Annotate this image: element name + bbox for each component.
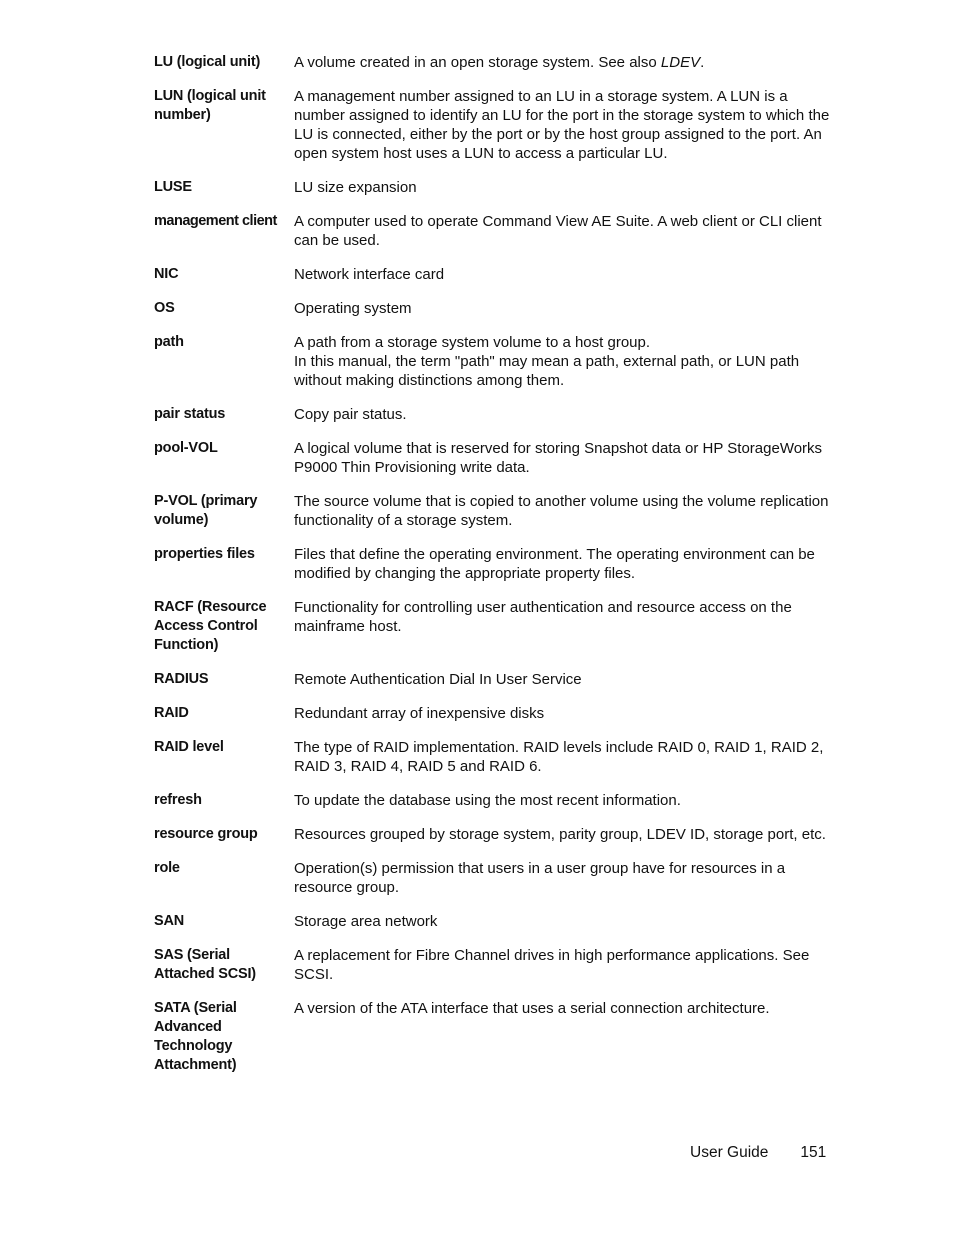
glossary-definition: A computer used to operate Command View AE Suite. A web client or CLI client can be used.: [294, 213, 822, 249]
glossary-definition: A volume created in an open storage system. See also LDEV.: [294, 54, 705, 71]
glossary-definition: The type of RAID implementation. RAID levels include RAID 0, RAID 1, RAID 2, RAID 3, RAID 4, RAID 5 and RAID 6.: [294, 739, 824, 775]
glossary-entry: [154, 738, 834, 776]
glossary-term: RAID: [154, 705, 189, 721]
glossary-entry: [154, 545, 834, 583]
glossary-definition: A management number assigned to an LU in a storage system. A LUN is a number assigned to identify an LU for the port in the storage system to which the LU is connected, either by the port or by the host group assigned to the port. An open system host uses a LUN to access a particular LU.: [294, 88, 830, 162]
glossary-term: LU (logical unit): [154, 54, 261, 70]
glossary-entry: [154, 439, 834, 477]
glossary-definition: Copy pair status.: [294, 406, 407, 423]
glossary-term: OS: [154, 300, 175, 316]
glossary-definition: A replacement for Fibre Channel drives in high performance applications. See SCSI.: [294, 947, 810, 983]
glossary-definition: LU size expansion: [294, 179, 417, 196]
glossary-entry: [154, 53, 834, 72]
glossary-entry: [154, 704, 834, 723]
glossary-term: pool-VOL: [154, 440, 218, 456]
glossary-definition: Operation(s) permission that users in a user group have for resources in a resource group.: [294, 860, 786, 896]
glossary-entry: [154, 912, 834, 931]
glossary-term: path: [154, 334, 184, 350]
glossary-entry: [154, 405, 834, 424]
glossary-term: P-VOL (primary volume): [154, 493, 258, 528]
glossary-list: [154, 53, 834, 1090]
glossary-definition: A version of the ATA interface that uses a serial connection architecture.: [294, 1000, 770, 1017]
glossary-entry: [154, 212, 834, 250]
glossary-term: role: [154, 860, 180, 876]
glossary-definition: Functionality for controlling user authentication and resource access on the mainframe host.: [294, 599, 792, 635]
glossary-term: resource group: [154, 826, 258, 842]
glossary-entry: [154, 178, 834, 197]
glossary-definition: Resources grouped by storage system, parity group, LDEV ID, storage port, etc.: [294, 826, 826, 843]
glossary-entry: [154, 825, 834, 844]
glossary-entry: [154, 299, 834, 318]
glossary-definition: Redundant array of inexpensive disks: [294, 705, 545, 722]
glossary-definition: Operating system: [294, 300, 412, 317]
glossary-entry: [154, 999, 834, 1075]
glossary-entry: [154, 946, 834, 984]
glossary-term: LUSE: [154, 179, 192, 195]
glossary-entry: [154, 492, 834, 530]
glossary-definition: Network interface card: [294, 266, 445, 283]
glossary-entry: [154, 791, 834, 810]
glossary-term: RACF (Resource Access Control Function): [154, 599, 267, 653]
glossary-definition: The source volume that is copied to another volume using the volume replication functionality of a storage system.: [294, 493, 829, 529]
glossary-entry: [154, 333, 834, 390]
glossary-definition: Storage area network: [294, 913, 438, 930]
glossary-entry: [154, 87, 834, 163]
glossary-definition: A path from a storage system volume to a host group. In this manual, the term "path" may mean a path, external path, or LUN path without making distinctions among them.: [294, 334, 800, 389]
glossary-term: NIC: [154, 266, 179, 282]
glossary-term: properties files: [154, 546, 255, 562]
glossary-definition: A logical volume that is reserved for storing Snapshot data or HP StorageWorks P9000 Thin Provisioning write data.: [294, 440, 823, 476]
glossary-cross-reference: LDEV: [660, 54, 701, 71]
glossary-definition: Files that define the operating environment. The operating environment can be modified by changing the appropriate property files.: [294, 546, 815, 582]
glossary-term: pair status: [154, 406, 226, 422]
glossary-entry: [154, 265, 834, 284]
glossary-term: RADIUS: [154, 671, 209, 687]
glossary-term: management client: [154, 213, 277, 229]
glossary-term: refresh: [154, 792, 202, 808]
glossary-definition: Remote Authentication Dial In User Service: [294, 671, 582, 688]
glossary-entry: [154, 598, 834, 655]
glossary-term: RAID level: [154, 739, 224, 755]
glossary-term: SAN: [154, 913, 185, 929]
glossary-term: LUN (logical unit number): [154, 88, 266, 123]
footer-guide-title: User Guide: [690, 1144, 769, 1161]
glossary-entry: [154, 859, 834, 897]
page-number: 151: [800, 1144, 827, 1161]
glossary-definition: To update the database using the most recent information.: [294, 792, 681, 809]
page-footer: [690, 1143, 826, 1163]
glossary-term: SAS (Serial Attached SCSI): [154, 947, 256, 982]
glossary-term: SATA (Serial Advanced Technology Attachment): [154, 1000, 237, 1073]
glossary-entry: [154, 670, 834, 689]
